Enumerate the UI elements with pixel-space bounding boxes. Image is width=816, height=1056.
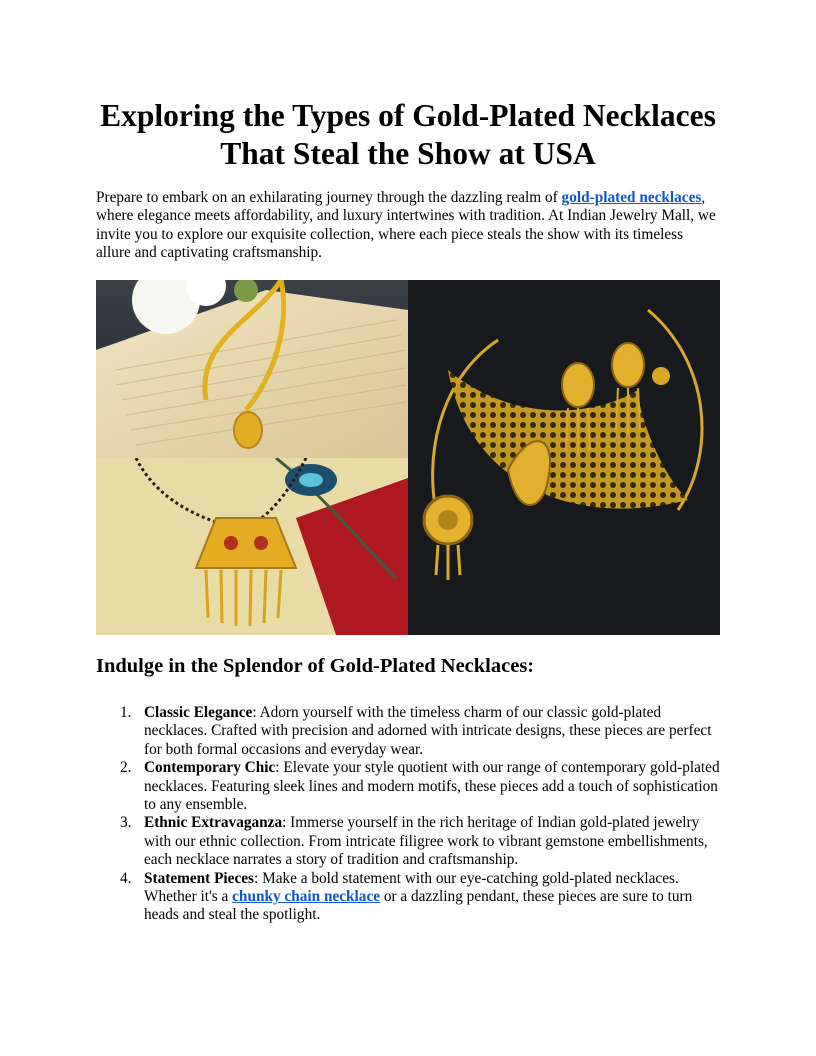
list-item-title: Classic Elegance — [144, 704, 253, 721]
intro-text-start: Prepare to embark on an exhilarating journey through the dazzling realm of — [96, 189, 562, 206]
list-item-title: Contemporary Chic — [144, 759, 276, 777]
list-item-text: : Immerse yourself in the rich heritage of Indian gold-plated jewelry with our ethnic collection. From intricate filigree work to vibrant gemstone embellishments, each necklace narrates a story of tradition and craftsmanship. — [144, 814, 708, 869]
gold-necklace-earrings-set-photo — [408, 280, 720, 635]
section-heading: Indulge in the Splendor of Gold-Plated Necklaces: — [96, 655, 535, 677]
list-item — [96, 814, 720, 869]
list-item-text: : Elevate your style quotient with our range of contemporary gold-plated necklaces. Featuring sleek lines and modern motifs, these pieces add a touch of sophistication to any ensemble. — [144, 759, 720, 814]
list-number: 1. — [120, 704, 132, 721]
list-number: 3. — [120, 814, 132, 832]
list-item — [96, 704, 720, 759]
list-item — [96, 870, 720, 925]
gold-plated-necklaces-link[interactable]: gold-plated necklaces — [561, 189, 702, 206]
list-item — [96, 759, 720, 814]
mangalsutra-pendant-photo — [96, 458, 408, 635]
chunky-chain-necklace-link[interactable]: chunky chain necklace — [232, 888, 381, 906]
list-item-text: or a dazzling pendant, these pieces are sure to turn heads and steal the spotlight. — [144, 888, 693, 924]
page-title: Exploring the Types of Gold-Plated Necklaces That Steal the Show at USA — [100, 98, 716, 171]
list-number: 4. — [120, 869, 132, 887]
list-item-title: Statement Pieces — [144, 869, 255, 887]
necklace-types-list — [96, 704, 720, 925]
list-item-text: : Make a bold statement with our eye-catching gold-plated necklaces. Whether it's a — [144, 869, 679, 906]
list-number: 2. — [120, 759, 132, 777]
list-item-title: Ethnic Extravaganza — [144, 814, 283, 832]
gold-chain-pendant-photo — [96, 280, 408, 458]
intro-paragraph — [96, 189, 720, 263]
list-item-text: : Adorn yourself with the timeless charm of our classic gold-plated necklaces. Crafted with precision and adorned with intricate designs, these pieces are perfect for both formal occasions and everyday wear. — [144, 704, 712, 758]
product-image-collage — [96, 280, 720, 635]
intro-text-end: , where elegance meets affordability, and luxury intertwines with tradition. At Indian Jewelry Mall, we invite you to explore our exquisite collection, where each piece steals the show with its timeless allure and captivating craftsmanship. — [96, 189, 716, 262]
